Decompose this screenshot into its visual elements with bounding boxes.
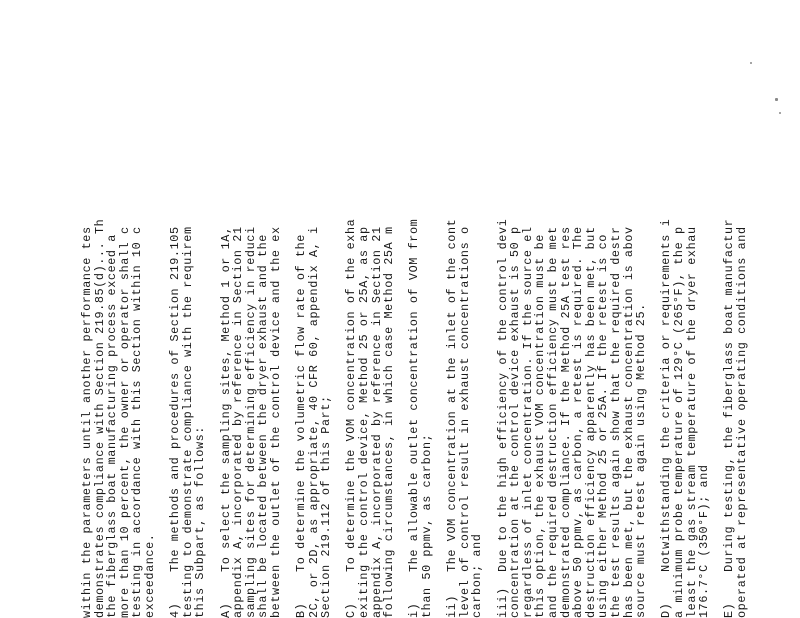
text-line: the test results again show that the required destr <box>608 226 623 618</box>
text-line: i) The allowable outlet concentration of VOM from <box>407 218 422 618</box>
text-line: and the required destruction efficiency must be met <box>545 226 560 618</box>
text-line: has been met, but the exhaust concentration is abov <box>621 226 636 618</box>
text-line: 2C, or 2D, as appropriate, 40 CFR 60, appendix A, i <box>306 226 321 618</box>
scan-speck <box>750 62 752 64</box>
paragraph-item-E <box>723 0 748 618</box>
text-line: shall be located between the dryer exhaust and the <box>256 234 271 618</box>
scan-speck <box>779 112 781 114</box>
paragraph-item-D <box>660 0 710 618</box>
text-line: operated at representative operating conditions and <box>734 226 749 618</box>
text-line: C) To determine the VOM concentration of the exha <box>344 218 359 618</box>
text-line: 176.7°C (350°F); and <box>697 464 712 618</box>
paragraph-item-iii <box>497 0 648 618</box>
text-line: exiting the control device, Method 25 or 25A, as ap <box>357 226 372 618</box>
text-line: iii) Due to the high efficiency of the control devi <box>495 218 510 618</box>
rotated-text-block <box>80 0 749 618</box>
paragraph-gap <box>484 0 497 618</box>
paragraph-item-C <box>345 0 395 618</box>
text-line: destruction efficiency apparently has been met, but <box>583 226 598 618</box>
text-line: sampling sites for determining efficiency in reduci <box>243 226 258 618</box>
text-line: within the parameters until another performance tes <box>80 226 94 618</box>
text-line: this option, the exhaust VOM concentration must be <box>533 234 548 618</box>
text-line: A) To select the sampling sites, Method 1 or 1A, <box>218 226 233 618</box>
paragraph-item-ii <box>446 0 484 618</box>
text-line: ii) The VOM concentration at the inlet of the cont <box>445 218 460 618</box>
text-line: exceedance. <box>142 533 157 618</box>
text-line: appendix A, incorporated by reference in Section 21 <box>369 226 384 618</box>
text-line: demonstrated compliance. If the Method 25A test res <box>558 226 573 618</box>
text-line: a minimum probe temperature of 129°C (265°F), the p <box>671 226 686 618</box>
text-line: regardless of inlet concentration. If the source el <box>520 226 535 618</box>
paragraph-intro <box>81 0 157 618</box>
text-line: between the outlet of the control device and the ex <box>268 226 283 618</box>
paragraph-item-A <box>220 0 283 618</box>
text-line: testing in accordance with this Section within 10 c <box>130 226 145 618</box>
text-line: more than 10 percent, the owner or operator shall c <box>117 226 132 618</box>
text-line: using either Method 25 or 25A. If the retest is co <box>596 234 611 618</box>
text-line: demonstrates compliance with Section 219.85(d)... Th <box>92 218 107 618</box>
text-line: 4) The methods and procedures of Section 219.105 <box>168 226 183 618</box>
text-line: this Subpart, as follows: <box>193 426 208 618</box>
text-line: than 50 ppmv, as carbon; <box>420 433 435 618</box>
paragraph-gap <box>207 0 220 618</box>
text-line: testing to demonstrate compliance with the requirem <box>180 226 195 618</box>
scan-speck <box>775 98 778 101</box>
paragraph-item-i <box>408 0 433 618</box>
text-line: E) During testing, the fiberglass boat manufactur <box>722 218 737 618</box>
text-line: concentration at the control device exhaust is 50 p <box>508 226 523 618</box>
text-line: level of control result in exhaust concentrations o <box>457 226 472 618</box>
paragraph-item-B <box>295 0 333 618</box>
text-line: B) To determine the volumetric flow rate of the <box>294 234 309 618</box>
text-line: appendix A, incorporated by reference in Section 21 <box>231 226 246 618</box>
text-line: source must retest again using Method 25. <box>634 303 649 618</box>
text-line: Section 219.112 of this Part; <box>319 395 334 618</box>
text-line: above 50 ppmv, as carbon, a retest is required. The <box>571 226 586 618</box>
text-line: the fiberglass boat manufacturing process exceed a <box>105 234 120 618</box>
text-line: carbon; and <box>470 533 485 618</box>
text-line: D) Notwithstanding the criteria or requirements i <box>659 218 674 618</box>
text-line: least the gas stream temperature of the dryer exhau <box>684 226 699 618</box>
text-line: following circumstances, in which case Method 25A m <box>382 226 397 618</box>
paragraph-item-4 <box>169 0 207 618</box>
